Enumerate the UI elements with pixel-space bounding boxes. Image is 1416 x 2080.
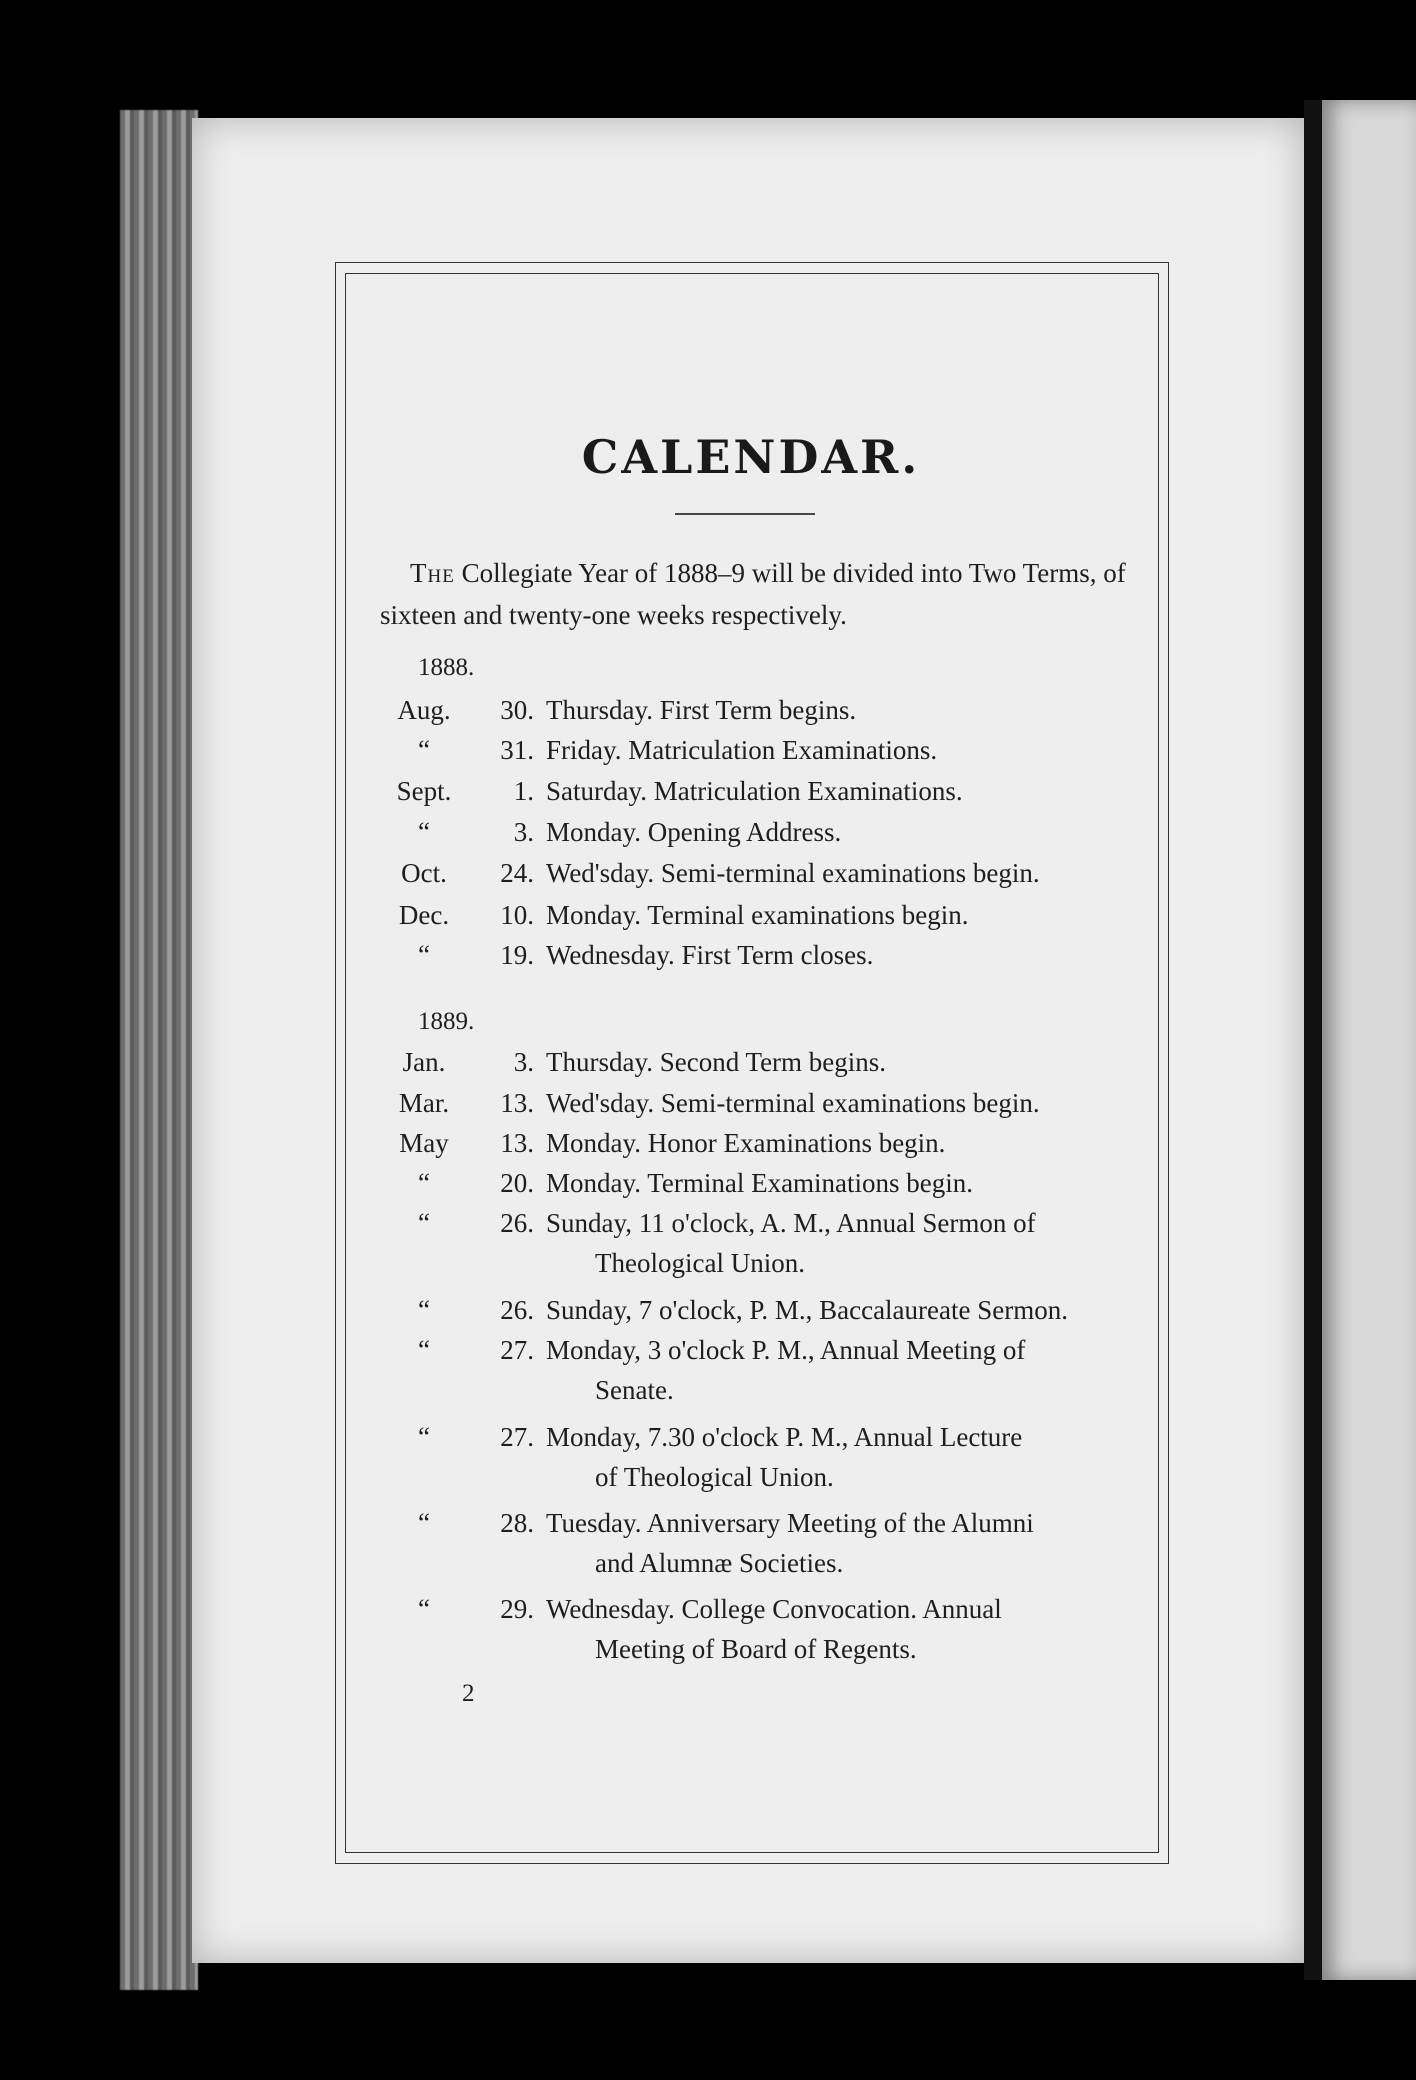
title-divider bbox=[675, 513, 815, 515]
calendar-entry bbox=[380, 1417, 1160, 1497]
calendar-entry bbox=[380, 1083, 1160, 1123]
entry-text: Thursday. First Term begins. bbox=[546, 695, 857, 725]
entry-month: “ bbox=[418, 1422, 430, 1452]
entry-day: 13. bbox=[500, 1088, 534, 1118]
calendar-entry bbox=[380, 1163, 1160, 1203]
entry-continuation: Senate. bbox=[595, 1375, 674, 1405]
entry-day: 26. bbox=[500, 1208, 534, 1238]
entry-month: Oct. bbox=[401, 858, 447, 888]
calendar-entry bbox=[380, 730, 1160, 770]
entry-month: “ bbox=[418, 735, 430, 765]
entry-month: “ bbox=[418, 1508, 430, 1538]
page-title: CALENDAR. bbox=[581, 430, 921, 484]
entry-day: 26. bbox=[500, 1295, 534, 1325]
facing-page bbox=[1322, 100, 1416, 1980]
calendar-entry bbox=[380, 853, 1160, 893]
entry-month: Dec. bbox=[398, 900, 450, 930]
entry-month: Sept. bbox=[396, 776, 452, 806]
entry-month: “ bbox=[418, 1335, 430, 1365]
calendar-entry bbox=[380, 935, 1160, 975]
entry-day: 30. bbox=[500, 695, 534, 725]
entry-continuation: Theological Union. bbox=[595, 1248, 805, 1278]
calendar-entry bbox=[380, 812, 1160, 852]
entry-day: 13. bbox=[500, 1128, 534, 1158]
entry-text: Wed'sday. Semi-terminal examinations begin. bbox=[546, 1088, 1040, 1118]
entry-text: Monday. Terminal Examinations begin. bbox=[546, 1168, 974, 1198]
entry-day: 3. bbox=[513, 817, 534, 847]
entry-day: 27. bbox=[500, 1422, 534, 1452]
page-number: 2 bbox=[462, 1680, 475, 1707]
entry-month: Aug. bbox=[397, 695, 451, 725]
entry-text: Thursday. Second Term begins. bbox=[546, 1047, 887, 1077]
entry-text: Monday, 7.30 o'clock P. M., Annual Lecture bbox=[546, 1422, 1023, 1452]
entry-continuation: and Alumnæ Societies. bbox=[595, 1548, 844, 1578]
entry-month: Mar. bbox=[398, 1088, 450, 1118]
calendar-entry bbox=[380, 1042, 1160, 1082]
entry-text: Wednesday. First Term closes. bbox=[546, 940, 874, 970]
year-heading-1888: 1888. bbox=[418, 654, 475, 681]
entry-day: 3. bbox=[513, 1047, 534, 1077]
entry-text: Wed'sday. Semi-terminal examinations begin. bbox=[546, 858, 1040, 888]
entry-day: 28. bbox=[500, 1508, 534, 1538]
book-gutter bbox=[1304, 100, 1322, 1980]
calendar-entry bbox=[380, 771, 1160, 811]
entry-month: “ bbox=[418, 1208, 430, 1238]
entry-text: Saturday. Matriculation Examinations. bbox=[546, 776, 963, 806]
calendar-entry bbox=[380, 1503, 1160, 1583]
calendar-entry bbox=[380, 1589, 1160, 1669]
entry-text: Wednesday. College Convocation. Annual bbox=[546, 1594, 1002, 1624]
book-page-edges bbox=[120, 110, 198, 1990]
entry-text: Monday, 3 o'clock P. M., Annual Meeting of bbox=[546, 1335, 1026, 1365]
entry-text: Sunday, 7 o'clock, P. M., Baccalaureate Sermon. bbox=[546, 1295, 1068, 1325]
entry-continuation: Meeting of Board of Regents. bbox=[595, 1634, 917, 1664]
intro-text: Collegiate Year of 1888–9 will be divided into Two Terms, of sixteen and twenty-one weeks respectively. bbox=[380, 558, 1126, 630]
entry-text: Monday. Terminal examinations begin. bbox=[546, 900, 969, 930]
entry-month: Jan. bbox=[402, 1047, 446, 1077]
entry-day: 19. bbox=[500, 940, 534, 970]
entry-day: 1. bbox=[513, 776, 534, 806]
entry-day: 29. bbox=[500, 1594, 534, 1624]
calendar-entry bbox=[380, 1330, 1160, 1410]
year-heading-1889: 1889. bbox=[418, 1008, 475, 1035]
entry-day: 24. bbox=[500, 858, 534, 888]
calendar-entry bbox=[380, 1203, 1160, 1283]
entry-month: May bbox=[399, 1128, 449, 1158]
entry-month: “ bbox=[418, 1168, 430, 1198]
entry-day: 27. bbox=[500, 1335, 534, 1365]
entry-day: 31. bbox=[500, 735, 534, 765]
calendar-entry bbox=[380, 1123, 1160, 1163]
entry-text: Monday. Opening Address. bbox=[546, 817, 842, 847]
entry-month: “ bbox=[418, 1594, 430, 1624]
entry-text: Friday. Matriculation Examinations. bbox=[546, 735, 938, 765]
intro-lead: The bbox=[410, 558, 455, 588]
entry-text: Sunday, 11 o'clock, A. M., Annual Sermon of bbox=[546, 1208, 1036, 1238]
calendar-entry bbox=[380, 690, 1160, 730]
entry-text: Tuesday. Anniversary Meeting of the Alumni bbox=[546, 1508, 1034, 1538]
entry-text: Monday. Honor Examinations begin. bbox=[546, 1128, 946, 1158]
entry-month: “ bbox=[418, 1295, 430, 1325]
calendar-entry bbox=[380, 895, 1160, 935]
entry-month: “ bbox=[418, 817, 430, 847]
intro-paragraph bbox=[380, 552, 1140, 636]
entry-month: “ bbox=[418, 940, 430, 970]
entry-day: 10. bbox=[500, 900, 534, 930]
entry-day: 20. bbox=[500, 1168, 534, 1198]
entry-continuation: of Theological Union. bbox=[595, 1462, 834, 1492]
calendar-entry bbox=[380, 1290, 1160, 1330]
